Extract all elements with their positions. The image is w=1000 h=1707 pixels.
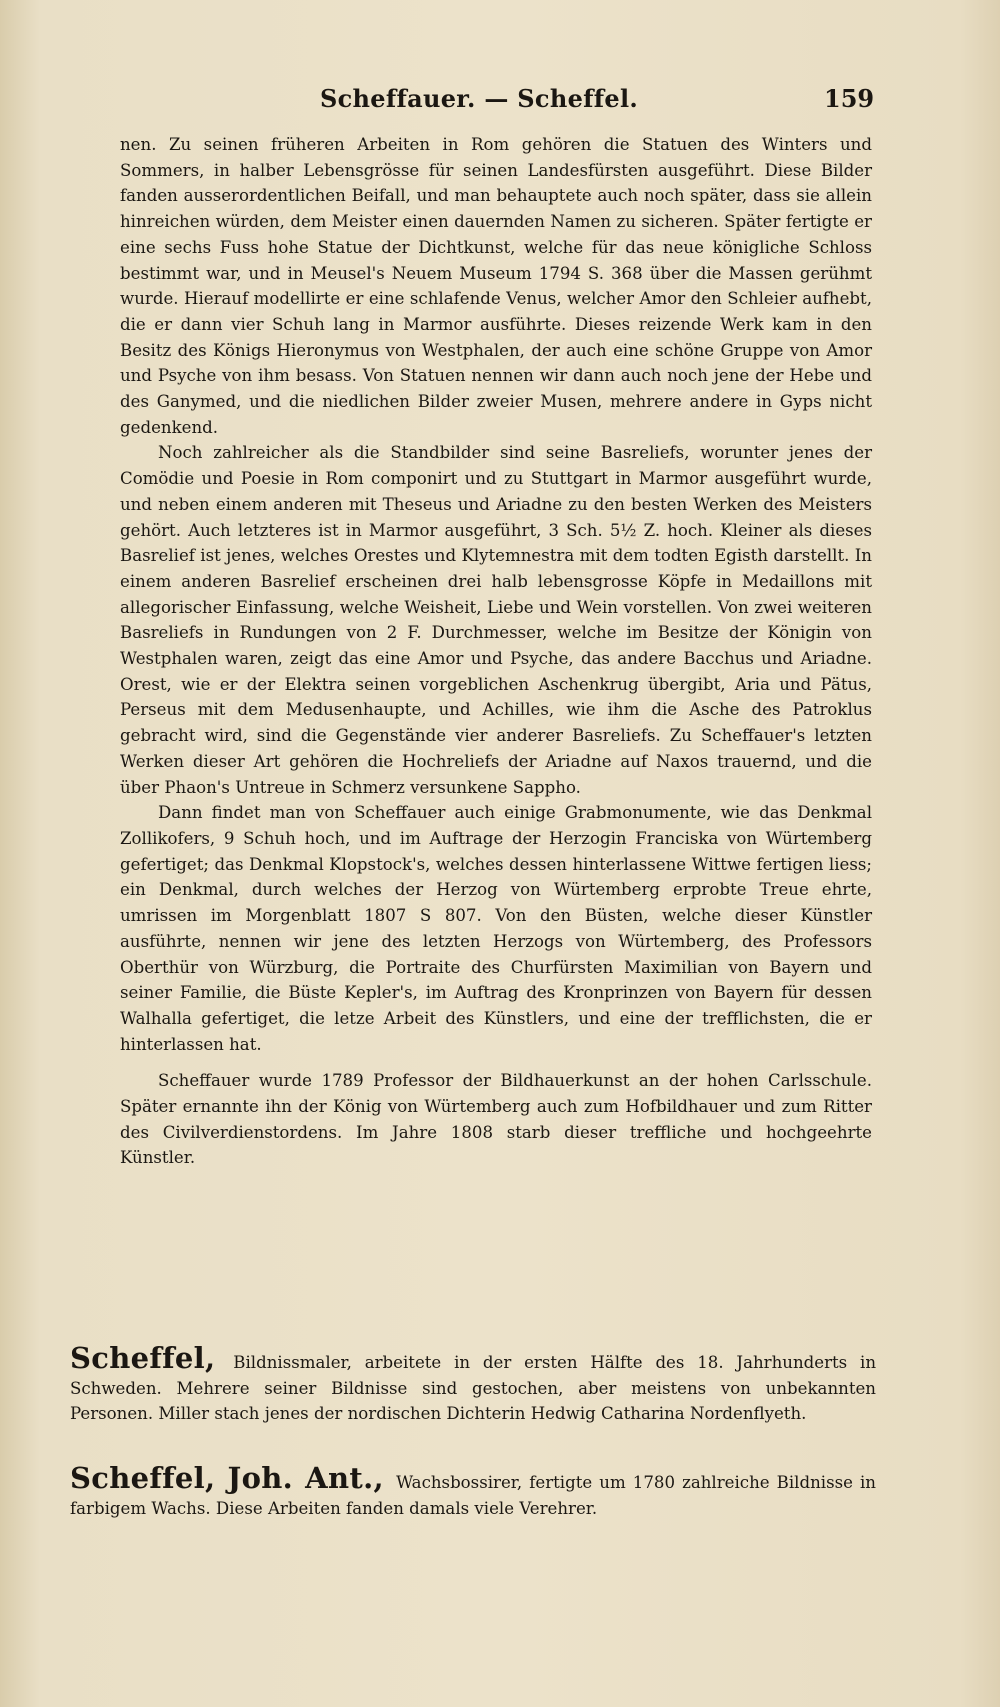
paragraph: Scheffauer wurde 1789 Professor der Bildhauerkunst an der hohen Carlsschule. Später ernannte ihn der König von Würtemberg auch zum Hofbildhauer und zum Ritter des Civilverdienstordens. Im Jahre 1808 starb dieser treffliche und hochgeehrte Künstler. (120, 1071, 872, 1168)
paragraph: Noch zahlreicher als die Standbilder sind seine Basreliefs, worunter jenes der Comödie und Poesie in Rom componirt und zu Stuttgart in Marmor ausgeführt wurde, und neben einem anderen mit Theseus und Ariadne zu den besten Werken des Meisters gehört. Auch letzteres ist in Marmor ausgeführt, 3 Sch. 5½ Z. hoch. Kleiner als dieses Basrelief ist jenes, welches Orestes und Klytemnestra mit dem todten Egisth darstellt. In einem anderen Basrelief erscheinen drei halb lebensgrosse Köpfe in Medaillons mit allegorischer Einfassung, welche Weisheit, Liebe und Wein vorstellen. Von zwei weiteren Basreliefs in Rundungen von 2 F. Durchmesser, welche im Besitze der Königin von Westphalen waren, zeigt das eine Amor und Psyche, das andere Bacchus und Ariadne. Orest, wie er der Elektra seinen vorgeblichen Aschenkrug übergibt, Aria und Pätus, Perseus mit dem Medusenhaupte, und Achilles, wie ihm die Asche des Patroklus gebracht wird, sind die Gegenstände vier anderer Basreliefs. Zu Scheffauer's letzten Werken dieser Art gehören die Hochreliefs der Ariadne auf Naxos trauernd, und die über Phaon's Untreue in Schmerz versunkene Sappho. (120, 443, 872, 797)
paragraph: Dann findet man von Scheffauer auch einige Grabmonumente, wie das Denkmal Zollikofers, 9 Schuh hoch, und im Auftrage der Herzogin Franciska von Würtemberg gefertiget; das Denkmal Klopstock's, welches dessen hinterlassene Wittwe fertigen liess; ein Denkmal, durch welches der Herzog von Würtemberg erprobte Treue ehrte, umrissen im Morgenblatt 1807 S 807. Von den Büsten, welche dieser Künstler ausführte, nennen wir jene des letzten Herzogs von Würtemberg, des Professors Oberthür von Würzburg, die Portraite des Churfürsten Maximilian von Bayern und seiner Familie, die Büste Kepler's, im Auftrag des Kronprinzen von Bayern für dessen Walhalla gefertiget, die letze Arbeit des Künstlers, und eine der trefflichsten, die er hinterlassen hat. (120, 803, 872, 1054)
page-number: 159 (824, 84, 875, 113)
running-head: Scheffauer. — Scheffel. (320, 84, 639, 113)
entry-headword: Scheffel, Joh. Ant., (70, 1461, 397, 1495)
dictionary-entry (70, 1341, 877, 1427)
entry-text: Wachsbossirer, fertigte um 1780 zahlreiche Bildnisse in farbigem Wachs. Diese Arbeiten fanden damals viele Verehrer. (70, 1473, 876, 1518)
entry-headword: Scheffel, (70, 1341, 234, 1375)
dictionary-entry (70, 1461, 876, 1521)
article-body (120, 132, 872, 1171)
paragraph: nen. Zu seinen früheren Arbeiten in Rom gehören die Statuen des Winters und Sommers, in halber Lebensgrösse für seinen Landesfürsten ausgeführt. Diese Bilder fanden ausserordentlichen Beifall, und man behauptete auch noch später, dass sie allein hinreichen würden, dem Meister einen dauernden Namen zu sicheren. Später fertigte er eine sechs Fuss hohe Statue der Dichtkunst, welche für das neue königliche Schloss bestimmt war, und in Meusel's Neuem Museum 1794 S. 368 über die Massen gerühmt wurde. Hierauf modellirte er eine schlafende Venus, welcher Amor den Schleier aufhebt, die er dann vier Schuh lang in Marmor ausführte. Dieses reizende Werk kam in den Besitz des Königs Hieronymus von Westphalen, der auch eine schöne Gruppe von Amor und Psyche von ihm besass. Von Statuen nennen wir dann auch noch jene der Hebe und des Ganymed, und die niedlichen Bilder zweier Musen, mehrere andere in Gyps nicht gedenkend. (120, 135, 872, 437)
entry-text: Bildnissmaler, arbeitete in der ersten Hälfte des 18. Jahrhunderts in Schweden. Mehrere seiner Bildnisse sind gestochen, aber meistens von unbekannten Personen. Miller stach jenes der nordischen Dichterin Hedwig Catharina Nordenflyeth. (70, 1353, 877, 1424)
page-header (0, 80, 1000, 120)
